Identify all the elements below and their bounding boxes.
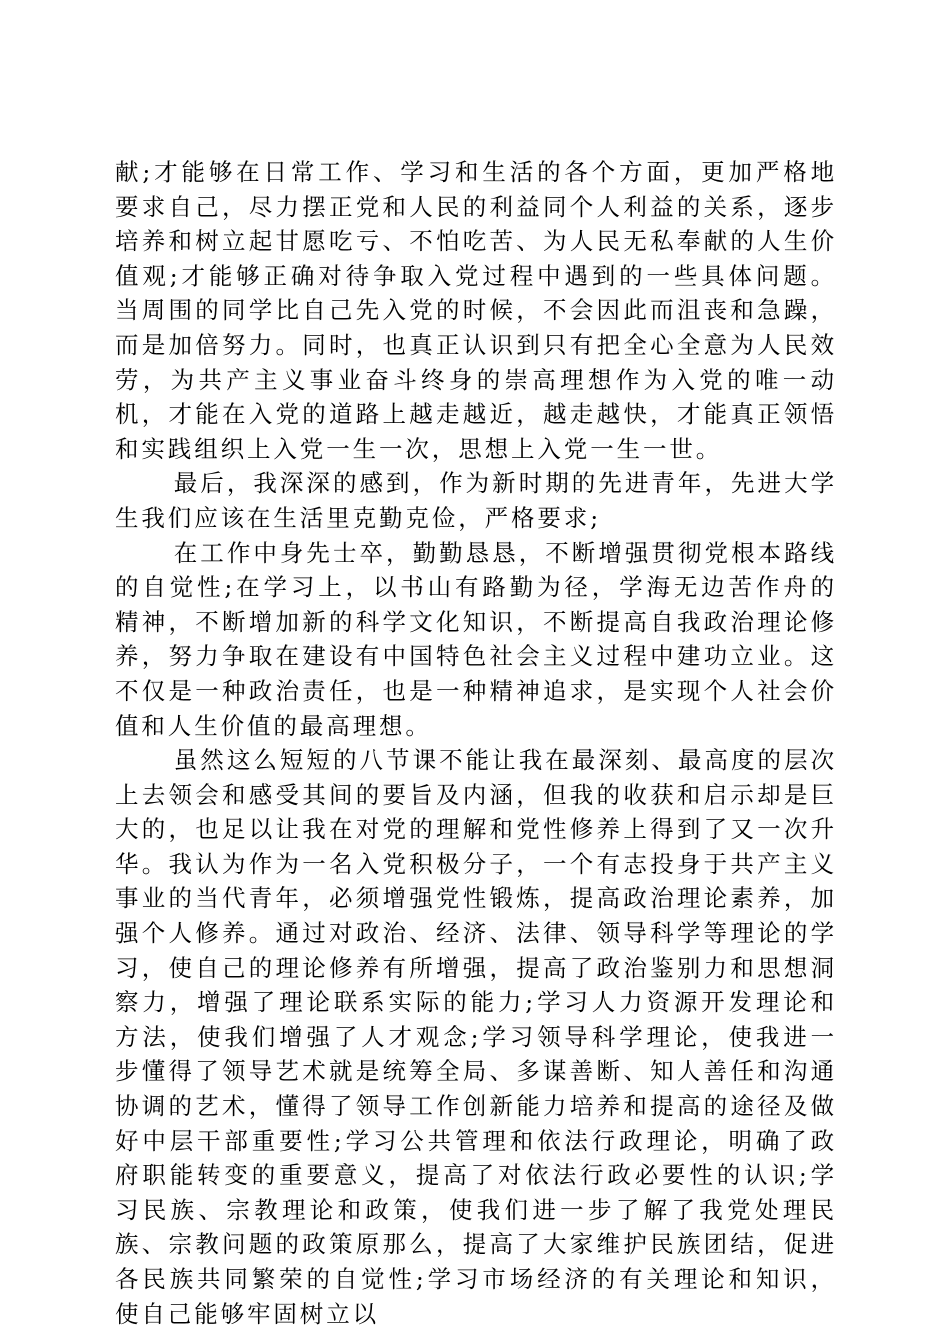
paragraph-conclusion: 最后，我深深的感到，作为新时期的先进青年，先进大学生我们应该在生活里克勤克俭，严格要求; <box>115 469 837 532</box>
paragraph-reflection: 虽然这么短短的八节课不能让我在最深刻、最高度的层次上去领会和感受其间的要旨及内涵，但我的收获和启示却是巨大的，也足以让我在对党的理解和党性修养上得到了又一次升华。我认为作为一名入党积极分子，一个有志投身于共产主义事业的当代青年，必须增强党性锻炼，提高政治理论素养，加强个人修养。通过对政治、经济、法律、领导科学等理论的学习，使自己的理论修养有所增强，提高了政治鉴别力和思想洞察力，增强了理论联系实际的能力;学习人力资源开发理论和方法，使我们增强了人才观念;学习领导科学理论，使我进一步懂得了领导艺术就是统筹全局、多谋善断、知人善任和沟通协调的艺术，懂得了领导工作创新能力培养和提高的途径及做好中层干部重要性;学习公共管理和依法行政理论，明确了政府职能转变的重要意义，提高了对依法行政必要性的认识;学习民族、宗教理论和政策，使我们进一步了解了我党处理民族、宗教问题的政策原那么，提高了大家维护民族团结，促进各民族共同繁荣的自觉性;学习市场经济的有关理论和知识，使自己能够牢固树立以 <box>115 746 837 1328</box>
document-body <box>115 155 837 1331</box>
paragraph-work-study: 在工作中身先士卒，勤勤恳恳，不断增强贯彻党根本路线的自觉性;在学习上，以书山有路勤为径，学海无边苦作舟的精神，不断增加新的科学文化知识，不断提高自我政治理论修养，努力争取在建设有中国特色社会主义过程中建功立业。这不仅是一种政治责任，也是一种精神追求，是实现个人社会价值和人生价值的最高理想。 <box>115 538 837 740</box>
paragraph-continuation: 献;才能够在日常工作、学习和生活的各个方面，更加严格地要求自己，尽力摆正党和人民的利益同个人利益的关系，逐步培养和树立起甘愿吃亏、不怕吃苦、为人民无私奉献的人生价值观;才能够正确对待争取入党过程中遇到的一些具体问题。当周围的同学比自己先入党的时候，不会因此而沮丧和急躁，而是加倍努力。同时，也真正认识到只有把全心全意为人民效劳，为共产主义事业奋斗终身的崇高理想作为入党的唯一动机，才能在入党的道路上越走越近，越走越快，才能真正领悟和实践组织上入党一生一次，思想上入党一生一世。 <box>115 158 837 463</box>
